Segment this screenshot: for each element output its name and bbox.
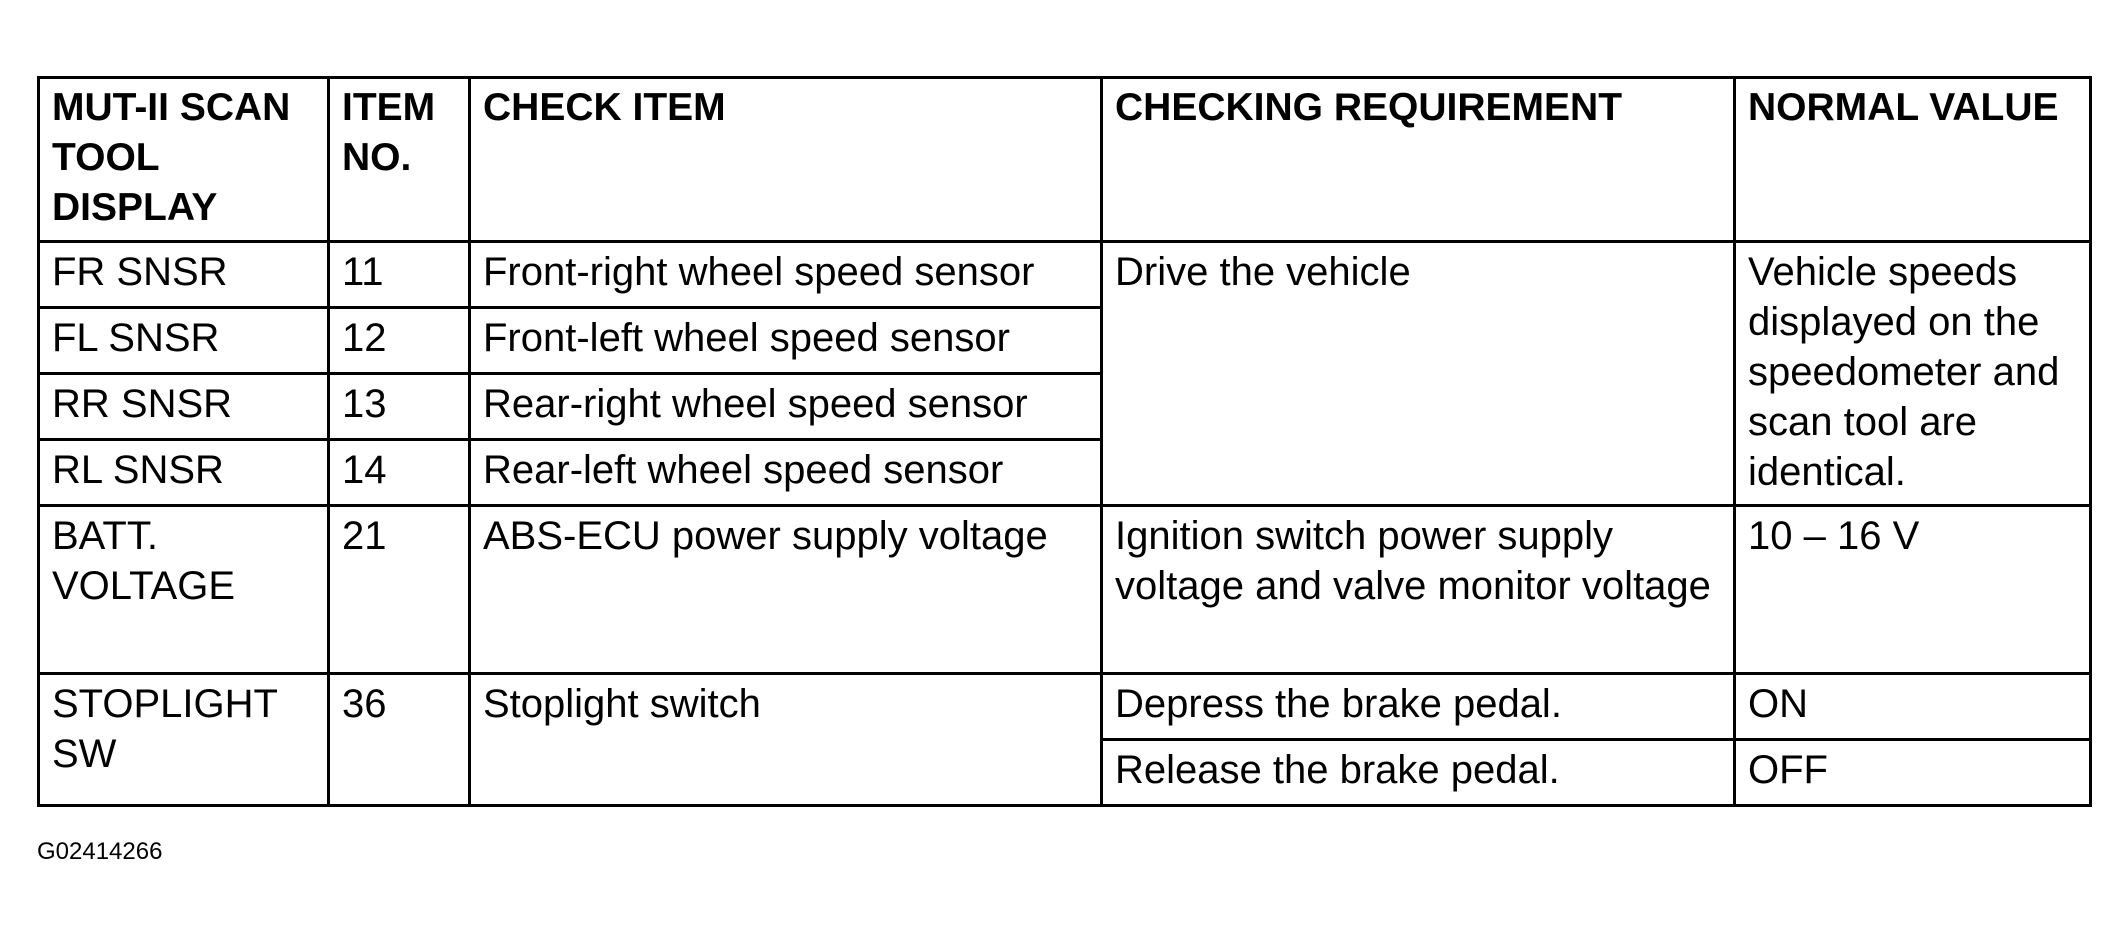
cell-item-no: 14 [329,440,470,506]
cell-item-no: 36 [329,674,470,806]
cell-item-no: 13 [329,374,470,440]
cell-normal-value: ON [1735,674,2091,740]
cell-item-no: 12 [329,308,470,374]
cell-check-item: Rear-left wheel speed sensor [470,440,1102,506]
cell-item-no: 21 [329,506,470,674]
table-row [39,674,2091,740]
cell-sensor-requirement: Drive the vehicle [1102,242,1735,506]
cell-check-item: ABS-ECU power supply voltage [470,506,1102,674]
cell-requirement: Ignition switch power supply voltage and valve monitor voltage [1102,506,1735,674]
cell-item-no: 11 [329,242,470,308]
header-checking-requirement: CHECKING REQUIREMENT [1102,78,1735,242]
table-header-row [39,78,2091,242]
header-normal-value: NORMAL VALUE [1735,78,2091,242]
cell-requirement: Release the brake pedal. [1102,740,1735,806]
cell-check-item: Front-left wheel speed sensor [470,308,1102,374]
cell-sensor-normal-value: Vehicle speeds displayed on the speedometer and scan tool are identical. [1735,242,2091,506]
cell-normal-value: OFF [1735,740,2091,806]
cell-display: BATT. VOLTAGE [39,506,329,674]
figure-code: G02414266 [37,838,163,865]
cell-check-item: Rear-right wheel speed sensor [470,374,1102,440]
cell-display: RL SNSR [39,440,329,506]
header-scan-tool-display: MUT-II SCAN TOOL DISPLAY [39,78,329,242]
cell-display: FR SNSR [39,242,329,308]
cell-requirement: Depress the brake pedal. [1102,674,1735,740]
header-check-item: CHECK ITEM [470,78,1102,242]
cell-check-item: Front-right wheel speed sensor [470,242,1102,308]
cell-normal-value: 10 – 16 V [1735,506,2091,674]
cell-check-item: Stoplight switch [470,674,1102,806]
cell-display: STOPLIGHT SW [39,674,329,806]
table-row [39,506,2091,674]
table-row [39,242,2091,308]
scan-tool-data-table [37,76,2092,807]
header-item-no: ITEM NO. [329,78,470,242]
cell-display: RR SNSR [39,374,329,440]
cell-display: FL SNSR [39,308,329,374]
